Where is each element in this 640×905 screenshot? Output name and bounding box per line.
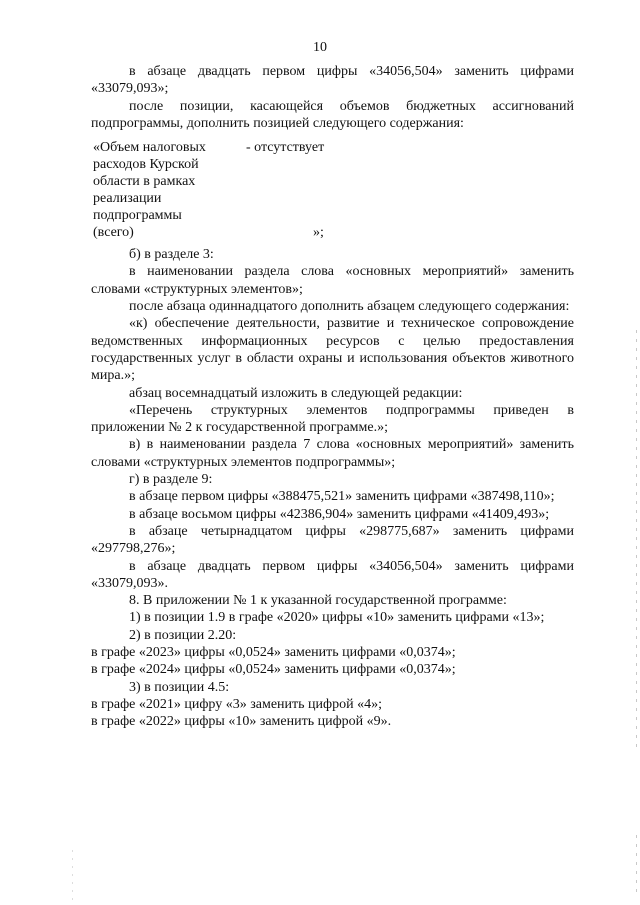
paragraph: г) в разделе 9: [129,472,213,488]
closing-quote: »; [313,225,324,241]
paragraph: в абзаце восьмом цифры «42386,904» заменить цифрами «41409,493»; [129,506,550,522]
position-title-line: подпрограммы [93,208,182,224]
position-title-line: «Объем налоговых [93,140,206,156]
paragraph: после позиции, касающейся объемов бюджетных ассигнований подпрограммы, дополнить позицией следующего содержания: [91,98,574,131]
paragraph: в абзаце двадцать первом цифры «34056,504» заменить цифрами «33079,093»; [91,64,574,97]
paragraph: в графе «2024» цифры «0,0524» заменить цифрами «0,0374»; [91,662,456,678]
paragraph: после абзаца одиннадцатого дополнить абзацем следующего содержания: [129,299,570,315]
paragraph: 3) в позиции 4.5: [129,679,230,695]
paragraph: в абзаце двадцать первом цифры «34056,504» заменить цифрами «33079,093». [91,558,574,591]
paragraph: абзац восемнадцатый изложить в следующей редакции: [129,385,463,401]
paragraph: в наименовании раздела слова «основных мероприятий» заменить словами «структурных элементов»; [91,264,574,297]
inserted-position-block [91,139,574,241]
paragraph: «Перечень структурных элементов подпрограммы приведен в приложении № 2 к государственной программе.»; [91,402,574,436]
scan-corner-mark [72,850,73,900]
position-title-line: расходов Курской [93,157,199,173]
paragraph: в абзаце первом цифры «388475,521» заменить цифрами «387498,110»; [129,489,555,505]
scan-edge-mark [636,835,637,895]
paragraph: 2) в позиции 2.20: [129,627,237,643]
position-title-line: реализации [93,191,162,207]
paragraph: в графе «2023» цифры «0,0524» заменить цифрами «0,0374»; [91,645,456,661]
paragraph: б) в разделе 3: [129,247,214,263]
position-value: - отсутствует [246,140,325,156]
paragraph: в абзаце четырнадцатом цифры «298775,687» заменить цифрами «297798,276»; [91,523,574,557]
paragraph: «к) обеспечение деятельности, развитие и техническое сопровождение ведомственных информационных ресурсов с целью предоставления государственных услуг в области охраны и использования объектов животного мира.»; [91,316,574,384]
scan-edge-mark [636,330,637,750]
paragraph: 8. В приложении № 1 к указанной государственной программе: [129,593,507,609]
document-body [91,63,574,731]
position-title-line: (всего) [93,225,134,241]
position-title [93,139,233,241]
page-number: 10 [313,40,327,55]
position-title-line: области в рамках [93,174,196,190]
paragraph: в) в наименовании раздела 7 слова «основных мероприятий» заменить словами «структурных элементов подпрограммы»; [91,437,574,470]
paragraph: в графе «2022» цифры «10» заменить цифрой «9». [91,714,392,730]
paragraph: в графе «2021» цифру «3» заменить цифрой «4»; [91,696,382,712]
paragraph: 1) в позиции 1.9 в графе «2020» цифры «10» заменить цифрами «13»; [129,610,545,626]
